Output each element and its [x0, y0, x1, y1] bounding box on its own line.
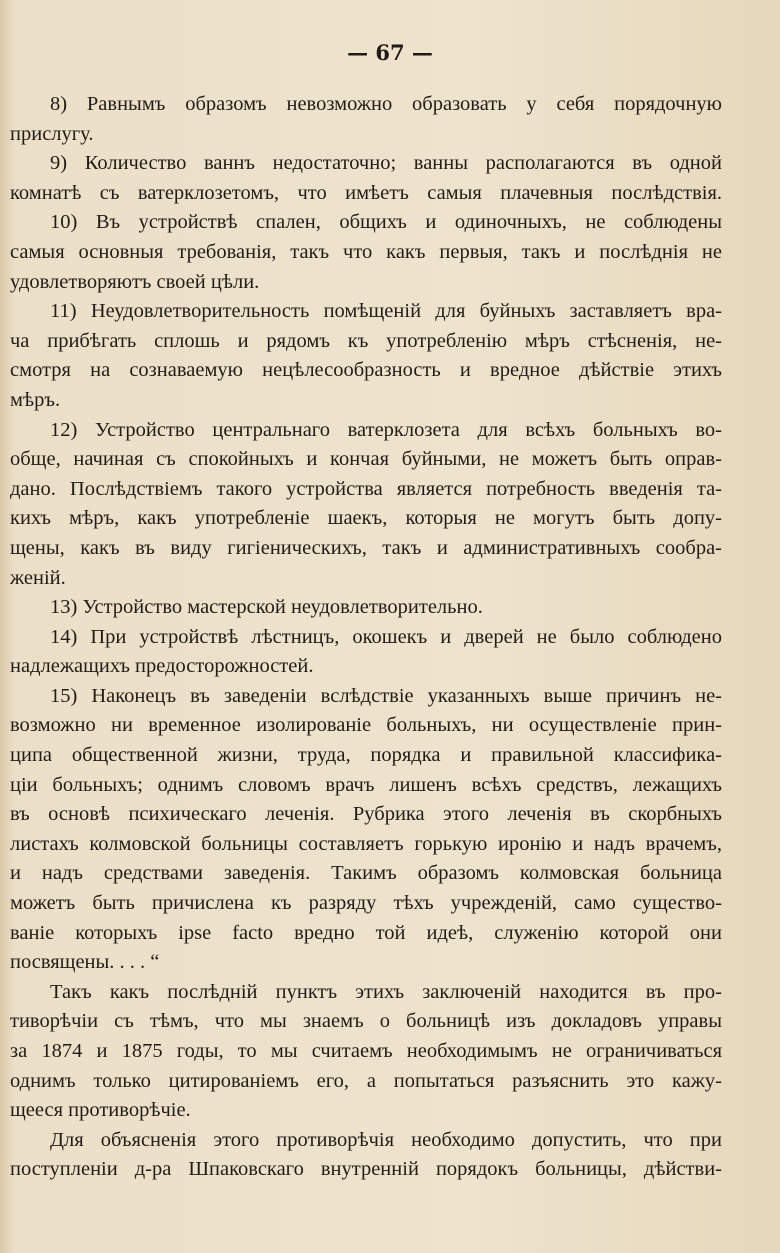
text-line: удовлетворяютъ своей цѣли. [10, 270, 260, 293]
text-line: прислугу. [10, 122, 94, 145]
text-line: 12) Устройство центральнаго ватерклозета для всѣхъ больныхъ во- [50, 418, 722, 441]
text-line: возможно ни временное изолированіе больныхъ, ни осуществленіе прин- [10, 714, 722, 737]
page-number: — 67 — [347, 40, 433, 65]
text-line: надлежащихъ предосторожностей. [10, 655, 314, 678]
text-line: тиворѣчіи съ тѣмъ, что мы знаемъ о больницѣ изъ докладовъ управы [10, 1010, 722, 1033]
text-line: женій. [10, 566, 66, 589]
text-line: мѣръ. [10, 388, 61, 411]
text-line: комнатѣ съ ватерклозетомъ, что имѣетъ самыя плачевныя послѣдствія. [10, 181, 722, 204]
text-line: самыя основныя требованія, такъ что какъ первыя, такъ и послѣднія не [10, 240, 722, 263]
text-line: и надъ средствами заведенія. Такимъ образомъ колмовская больница [10, 862, 722, 885]
text-line: 9) Количество ваннъ недостаточно; ванны располагаются въ одной [50, 152, 722, 175]
text-line: ціи больныхъ; однимъ словомъ врачъ лишенъ всѣхъ средствъ, лежащихъ [10, 773, 722, 796]
text-line: поступленіи д-ра Шпаковскаго внутренній порядокъ больницы, дѣйстви- [10, 1158, 722, 1181]
text-line: щены, какъ въ виду гигіеническихъ, такъ и административныхъ сообра- [10, 536, 722, 559]
text-line: 8) Равнымъ образомъ невозможно образовать у себя порядочную [50, 93, 722, 115]
text-line: 11) Неудовлетворительность помѣщеній для буйныхъ заставляетъ вра- [50, 300, 722, 323]
text-line: ципа общественной жизни, труда, порядка и правильной классифика- [10, 744, 722, 767]
text-line: 10) Въ устройствѣ спален, общихъ и одиночныхъ, не соблюдены [50, 211, 722, 234]
body-text [10, 90, 722, 1185]
text-line: Для объясненія этого противорѣчія необходимо допустить, что при [50, 1128, 722, 1151]
text-line: дано. Послѣдствіемъ такого устройства является потребность введенія та- [10, 477, 722, 500]
text-line: смотря на сознаваемую нецѣлесообразность и вредное дѣйствіе этихъ [10, 359, 722, 382]
text-line: щееся противорѣчіе. [10, 1099, 191, 1122]
text-line: за 1874 и 1875 годы, то мы считаемъ необходимымъ не ограничиваться [10, 1040, 722, 1062]
text-line: можетъ быть причислена къ разряду тѣхъ учрежденій, само существо- [10, 892, 722, 915]
text-line: Такъ какъ послѣдній пунктъ этихъ заключеній находится въ про- [50, 980, 722, 1003]
text-line: въ основѣ психическаго леченія. Рубрика этого леченія въ скорбныхъ [10, 803, 722, 826]
text-line: обще, начиная съ спокойныхъ и кончая буйными, не можетъ быть оправ- [10, 448, 722, 471]
text-line: 15) Наконецъ въ заведеніи вслѣдствіе указанныхъ выше причинъ не- [50, 684, 722, 707]
text-line: 13) Устройство мастерской неудовлетворительно. [50, 596, 483, 619]
text-line: ваніе которыхъ ipse facto вредно той идеѣ, служенію которой они [10, 921, 722, 944]
text-line: листахъ колмовской больницы составляетъ горькую иронію и надъ врачемъ, [10, 832, 722, 855]
text-line: однимъ только цитированіемъ его, а попытаться разъяснить это кажу- [10, 1069, 722, 1092]
text-line: посвящены. . . . “ [10, 951, 160, 974]
text-line: 14) При устройствѣ лѣстницъ, окошекъ и дверей не было соблюдено [50, 625, 722, 648]
text-line: ча прибѣгать сплошь и рядомъ къ употребленію мѣръ стѣсненія, не- [10, 329, 722, 352]
text-line: кихъ мѣръ, какъ употребленіе шаекъ, которыя не могутъ быть допу- [10, 507, 722, 530]
